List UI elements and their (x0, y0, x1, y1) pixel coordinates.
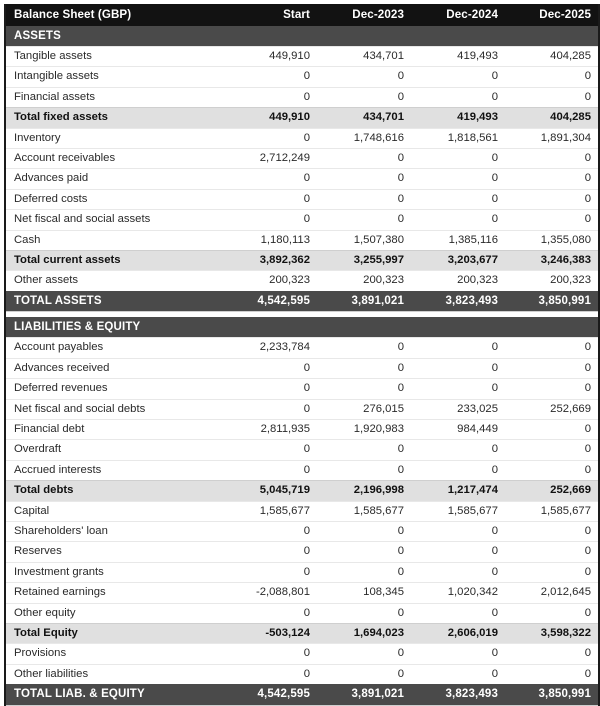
table-row (5, 291, 599, 312)
row-label-retained-earnings: Retained earnings (5, 583, 223, 603)
cell-cash-dec-2023: 1,507,380 (317, 230, 411, 250)
cell-overdraft-dec-2025: 0 (505, 440, 599, 460)
section-header-liabilities-equity (5, 317, 599, 338)
row-label-net-fiscal-and-social-assets: Net fiscal and social assets (5, 210, 223, 230)
cell-accrued-interests-dec-2023: 0 (317, 460, 411, 480)
cell-other-equity-dec-2023: 0 (317, 603, 411, 623)
cell-overdraft-start: 0 (223, 440, 317, 460)
table-row (5, 251, 599, 271)
cell-total-fixed-assets-dec-2024: 419,493 (411, 108, 505, 128)
section-title: LIABILITIES & EQUITY (5, 317, 599, 338)
row-label-total-debts: Total debts (5, 481, 223, 501)
cell-accrued-interests-dec-2025: 0 (505, 460, 599, 480)
cell-reserves-dec-2023: 0 (317, 542, 411, 562)
cell-total-equity-dec-2023: 1,694,023 (317, 624, 411, 644)
row-label-financial-assets: Financial assets (5, 87, 223, 107)
row-label-total-fixed-assets: Total fixed assets (5, 108, 223, 128)
cell-total-debts-dec-2025: 252,669 (505, 481, 599, 501)
cell-account-payables-start: 2,233,784 (223, 338, 317, 358)
cell-tangible-assets-dec-2025: 404,285 (505, 47, 599, 67)
cell-financial-debt-start: 2,811,935 (223, 420, 317, 440)
cell-financial-assets-dec-2024: 0 (411, 87, 505, 107)
cell-capital-dec-2023: 1,585,677 (317, 501, 411, 521)
table-row (5, 271, 599, 291)
cell-financial-assets-dec-2025: 0 (505, 87, 599, 107)
table-row (5, 67, 599, 87)
table-row (5, 47, 599, 67)
cell-deferred-revenues-dec-2025: 0 (505, 379, 599, 399)
cell-other-equity-dec-2024: 0 (411, 603, 505, 623)
row-label-other-assets: Other assets (5, 271, 223, 291)
cell-provisions-dec-2025: 0 (505, 644, 599, 664)
cell-cash-dec-2024: 1,385,116 (411, 230, 505, 250)
cell-deferred-costs-dec-2025: 0 (505, 189, 599, 209)
cell-financial-assets-dec-2023: 0 (317, 87, 411, 107)
cell-advances-received-dec-2024: 0 (411, 358, 505, 378)
cell-total-assets-dec-2025: 3,850,991 (505, 291, 599, 312)
cell-overdraft-dec-2024: 0 (411, 440, 505, 460)
table-row (5, 108, 599, 128)
cell-total-current-assets-dec-2024: 3,203,677 (411, 251, 505, 271)
table-row (5, 358, 599, 378)
cell-account-receivables-dec-2025: 0 (505, 149, 599, 169)
cell-other-liabilities-dec-2024: 0 (411, 664, 505, 684)
cell-net-fiscal-and-social-debts-start: 0 (223, 399, 317, 419)
cell-total-liab-equity-dec-2023: 3,891,021 (317, 684, 411, 705)
cell-investment-grants-dec-2024: 0 (411, 562, 505, 582)
table-title: Balance Sheet (GBP) (5, 4, 223, 26)
cell-shareholders-loan-start: 0 (223, 522, 317, 542)
row-label-overdraft: Overdraft (5, 440, 223, 460)
cell-net-fiscal-and-social-assets-dec-2024: 0 (411, 210, 505, 230)
cell-accrued-interests-start: 0 (223, 460, 317, 480)
cell-advances-received-dec-2025: 0 (505, 358, 599, 378)
cell-deferred-costs-start: 0 (223, 189, 317, 209)
cell-shareholders-loan-dec-2024: 0 (411, 522, 505, 542)
section-title: ASSETS (5, 26, 599, 47)
cell-net-fiscal-and-social-assets-start: 0 (223, 210, 317, 230)
cell-provisions-start: 0 (223, 644, 317, 664)
table-row (5, 420, 599, 440)
row-label-account-receivables: Account receivables (5, 149, 223, 169)
cell-total-equity-dec-2025: 3,598,322 (505, 624, 599, 644)
table-row (5, 684, 599, 705)
cell-deferred-costs-dec-2023: 0 (317, 189, 411, 209)
cell-financial-debt-dec-2023: 1,920,983 (317, 420, 411, 440)
cell-net-fiscal-and-social-assets-dec-2023: 0 (317, 210, 411, 230)
cell-reserves-start: 0 (223, 542, 317, 562)
cell-reserves-dec-2025: 0 (505, 542, 599, 562)
cell-total-fixed-assets-dec-2025: 404,285 (505, 108, 599, 128)
cell-advances-received-start: 0 (223, 358, 317, 378)
table-row (5, 189, 599, 209)
table-row (5, 169, 599, 189)
header-row (5, 4, 599, 26)
table-row (5, 522, 599, 542)
row-label-reserves: Reserves (5, 542, 223, 562)
cell-total-liab-equity-dec-2025: 3,850,991 (505, 684, 599, 705)
cell-provisions-dec-2023: 0 (317, 644, 411, 664)
cell-cash-dec-2025: 1,355,080 (505, 230, 599, 250)
table-body (5, 26, 599, 705)
cell-deferred-revenues-dec-2024: 0 (411, 379, 505, 399)
table-row (5, 562, 599, 582)
cell-account-receivables-dec-2023: 0 (317, 149, 411, 169)
cell-advances-paid-dec-2023: 0 (317, 169, 411, 189)
cell-accrued-interests-dec-2024: 0 (411, 460, 505, 480)
cell-financial-debt-dec-2024: 984,449 (411, 420, 505, 440)
cell-total-equity-dec-2024: 2,606,019 (411, 624, 505, 644)
cell-investment-grants-dec-2025: 0 (505, 562, 599, 582)
cell-provisions-dec-2024: 0 (411, 644, 505, 664)
cell-advances-received-dec-2023: 0 (317, 358, 411, 378)
table-row (5, 338, 599, 358)
cell-total-fixed-assets-start: 449,910 (223, 108, 317, 128)
cell-tangible-assets-dec-2024: 419,493 (411, 47, 505, 67)
table-row (5, 149, 599, 169)
cell-total-equity-start: -503,124 (223, 624, 317, 644)
cell-inventory-dec-2025: 1,891,304 (505, 128, 599, 148)
cell-net-fiscal-and-social-assets-dec-2025: 0 (505, 210, 599, 230)
cell-financial-debt-dec-2025: 0 (505, 420, 599, 440)
cell-deferred-revenues-dec-2023: 0 (317, 379, 411, 399)
cell-total-current-assets-start: 3,892,362 (223, 251, 317, 271)
cell-tangible-assets-dec-2023: 434,701 (317, 47, 411, 67)
table-row (5, 440, 599, 460)
table-row (5, 230, 599, 250)
cell-total-assets-start: 4,542,595 (223, 291, 317, 312)
row-label-capital: Capital (5, 501, 223, 521)
row-label-accrued-interests: Accrued interests (5, 460, 223, 480)
row-label-deferred-revenues: Deferred revenues (5, 379, 223, 399)
cell-retained-earnings-dec-2024: 1,020,342 (411, 583, 505, 603)
cell-total-fixed-assets-dec-2023: 434,701 (317, 108, 411, 128)
cell-overdraft-dec-2023: 0 (317, 440, 411, 460)
row-label-investment-grants: Investment grants (5, 562, 223, 582)
table-row (5, 583, 599, 603)
cell-account-receivables-dec-2024: 0 (411, 149, 505, 169)
table-row (5, 603, 599, 623)
section-header-assets (5, 26, 599, 47)
cell-other-assets-dec-2024: 200,323 (411, 271, 505, 291)
table-row (5, 624, 599, 644)
cell-capital-dec-2024: 1,585,677 (411, 501, 505, 521)
table-row (5, 664, 599, 684)
cell-other-liabilities-dec-2025: 0 (505, 664, 599, 684)
row-label-inventory: Inventory (5, 128, 223, 148)
cell-total-debts-dec-2023: 2,196,998 (317, 481, 411, 501)
table-header (5, 4, 599, 26)
row-label-cash: Cash (5, 230, 223, 250)
cell-net-fiscal-and-social-debts-dec-2024: 233,025 (411, 399, 505, 419)
cell-advances-paid-dec-2025: 0 (505, 169, 599, 189)
cell-other-equity-start: 0 (223, 603, 317, 623)
column-header-dec-2024: Dec-2024 (411, 4, 505, 26)
cell-deferred-costs-dec-2024: 0 (411, 189, 505, 209)
table-row (5, 501, 599, 521)
cell-other-assets-dec-2023: 200,323 (317, 271, 411, 291)
cell-intangible-assets-dec-2024: 0 (411, 67, 505, 87)
row-label-advances-received: Advances received (5, 358, 223, 378)
table-row (5, 128, 599, 148)
table-row (5, 379, 599, 399)
cell-total-assets-dec-2024: 3,823,493 (411, 291, 505, 312)
row-label-total-assets: TOTAL ASSETS (5, 291, 223, 312)
row-label-total-equity: Total Equity (5, 624, 223, 644)
row-label-shareholders-loan: Shareholders' loan (5, 522, 223, 542)
cell-reserves-dec-2024: 0 (411, 542, 505, 562)
cell-account-payables-dec-2023: 0 (317, 338, 411, 358)
row-label-total-liab-equity: TOTAL LIAB. & EQUITY (5, 684, 223, 705)
row-label-deferred-costs: Deferred costs (5, 189, 223, 209)
row-label-provisions: Provisions (5, 644, 223, 664)
cell-other-assets-dec-2025: 200,323 (505, 271, 599, 291)
cell-advances-paid-start: 0 (223, 169, 317, 189)
cell-total-current-assets-dec-2023: 3,255,997 (317, 251, 411, 271)
cell-other-liabilities-start: 0 (223, 664, 317, 684)
column-header-dec-2025: Dec-2025 (505, 4, 599, 26)
cell-intangible-assets-dec-2025: 0 (505, 67, 599, 87)
table-row (5, 644, 599, 664)
cell-account-receivables-start: 2,712,249 (223, 149, 317, 169)
cell-shareholders-loan-dec-2023: 0 (317, 522, 411, 542)
cell-investment-grants-start: 0 (223, 562, 317, 582)
cell-total-liab-equity-start: 4,542,595 (223, 684, 317, 705)
row-label-other-equity: Other equity (5, 603, 223, 623)
row-label-net-fiscal-and-social-debts: Net fiscal and social debts (5, 399, 223, 419)
cell-intangible-assets-start: 0 (223, 67, 317, 87)
table-row (5, 87, 599, 107)
cell-total-liab-equity-dec-2024: 3,823,493 (411, 684, 505, 705)
cell-capital-start: 1,585,677 (223, 501, 317, 521)
cell-tangible-assets-start: 449,910 (223, 47, 317, 67)
cell-intangible-assets-dec-2023: 0 (317, 67, 411, 87)
cell-inventory-dec-2024: 1,818,561 (411, 128, 505, 148)
table-row (5, 210, 599, 230)
cell-financial-assets-start: 0 (223, 87, 317, 107)
column-header-start: Start (223, 4, 317, 26)
row-label-financial-debt: Financial debt (5, 420, 223, 440)
column-header-dec-2023: Dec-2023 (317, 4, 411, 26)
table-row (5, 399, 599, 419)
cell-other-assets-start: 200,323 (223, 271, 317, 291)
cell-account-payables-dec-2025: 0 (505, 338, 599, 358)
table-row (5, 481, 599, 501)
row-label-total-current-assets: Total current assets (5, 251, 223, 271)
table-row (5, 542, 599, 562)
row-label-account-payables: Account payables (5, 338, 223, 358)
cell-advances-paid-dec-2024: 0 (411, 169, 505, 189)
balance-sheet-table (4, 4, 600, 706)
cell-cash-start: 1,180,113 (223, 230, 317, 250)
table-row (5, 460, 599, 480)
cell-other-liabilities-dec-2023: 0 (317, 664, 411, 684)
row-label-tangible-assets: Tangible assets (5, 47, 223, 67)
cell-net-fiscal-and-social-debts-dec-2023: 276,015 (317, 399, 411, 419)
cell-other-equity-dec-2025: 0 (505, 603, 599, 623)
cell-capital-dec-2025: 1,585,677 (505, 501, 599, 521)
cell-inventory-dec-2023: 1,748,616 (317, 128, 411, 148)
cell-account-payables-dec-2024: 0 (411, 338, 505, 358)
cell-net-fiscal-and-social-debts-dec-2025: 252,669 (505, 399, 599, 419)
cell-shareholders-loan-dec-2025: 0 (505, 522, 599, 542)
cell-retained-earnings-start: -2,088,801 (223, 583, 317, 603)
cell-investment-grants-dec-2023: 0 (317, 562, 411, 582)
cell-retained-earnings-dec-2023: 108,345 (317, 583, 411, 603)
cell-total-debts-start: 5,045,719 (223, 481, 317, 501)
row-label-other-liabilities: Other liabilities (5, 664, 223, 684)
row-label-intangible-assets: Intangible assets (5, 67, 223, 87)
cell-retained-earnings-dec-2025: 2,012,645 (505, 583, 599, 603)
cell-total-assets-dec-2023: 3,891,021 (317, 291, 411, 312)
cell-inventory-start: 0 (223, 128, 317, 148)
cell-total-debts-dec-2024: 1,217,474 (411, 481, 505, 501)
cell-deferred-revenues-start: 0 (223, 379, 317, 399)
row-label-advances-paid: Advances paid (5, 169, 223, 189)
cell-total-current-assets-dec-2025: 3,246,383 (505, 251, 599, 271)
